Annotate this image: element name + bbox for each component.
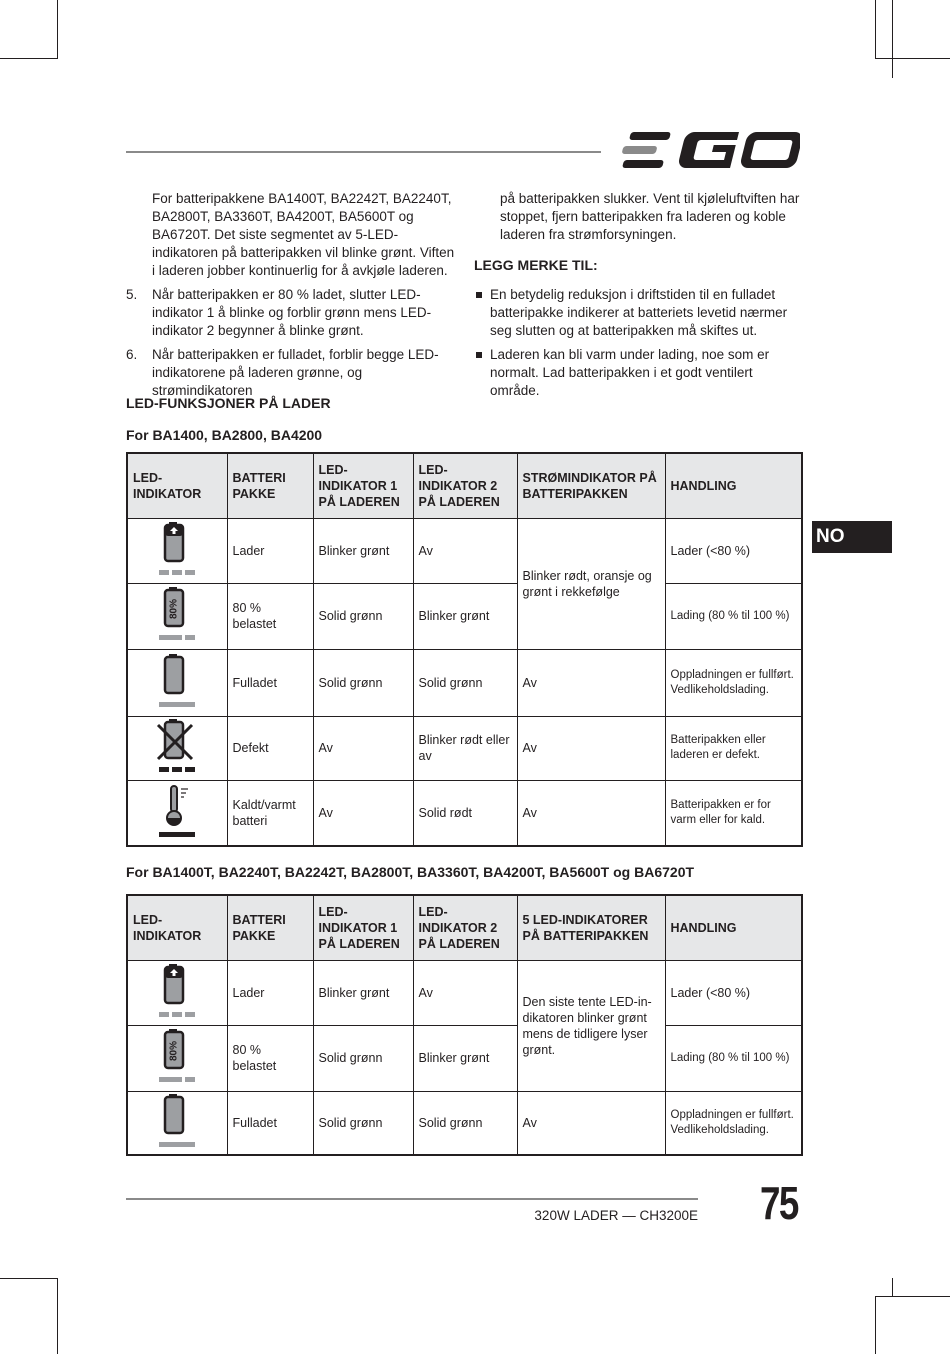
led2-cell: Blinker grønt [413,583,517,649]
crop-mark [875,1296,950,1297]
led1-cell: Blinker grønt [313,518,413,583]
led-table-1 [126,452,803,847]
ego-logo [618,128,800,172]
action-cell: Batteripakken er for varm eller for kald. [665,780,802,846]
list-text: Når batteripakken er fulladet, forblir begge LED-indikatorene på laderen grønne, og strømindikatoren [152,347,439,398]
list-item [474,286,800,340]
page-number: 75 [760,1177,798,1229]
indicator-cell [127,1025,227,1091]
power-indicator-cell: Av [517,716,665,780]
percent-label: 80% [168,1040,180,1062]
power-indicator-cell: Den siste tente LED-in-dikatoren blinker grønt mens de tidligere lyser grønt. [517,960,665,1091]
percent-label: 80% [168,598,180,620]
led1-cell: Solid grønn [313,649,413,716]
note-heading: LEGG MERKE TIL: [474,257,598,273]
table-header-row [127,453,802,518]
crop-mark [0,1278,58,1279]
indicator-cell [127,1091,227,1155]
crop-mark [892,0,893,78]
bullet-icon [476,352,482,358]
action-cell: Batteripakken eller laderen er defekt. [665,716,802,780]
table-row [127,716,802,780]
crop-mark [875,1296,876,1354]
language-tab: NO [812,521,892,553]
indicator-cell [127,960,227,1025]
crop-mark [57,0,58,58]
power-indicator-cell: Blinker rødt, oransje og grønt i rekkefølge [517,518,665,649]
table-row [127,649,802,716]
left-column [126,190,458,406]
crop-mark [892,1278,893,1296]
continuation-paragraph: på batteripakken slukker. Vent til kjøleluftviften har stoppet, fjern batteripakken fra laderen og koble laderen fra strømforsyningen. [500,191,800,242]
table-row [127,960,802,1025]
bullet-text: En betydelig reduksjon i driftstiden til en fulladet batteripakke indikerer at batteriets levetid nærmer seg slutten og at batteripakken må skiftes ut. [490,287,788,338]
indicator-cell [127,583,227,649]
action-cell: Oppladningen er fullført. Vedlikeholdslading. [665,649,802,716]
battery-charging-icon [154,520,200,578]
battery-defect-icon [154,717,200,775]
column-header: LED-INDIKATOR [127,453,227,518]
battery-pack-cell: 80 % belastet [227,1025,313,1091]
list-text: Når batteripakken er 80 % ladet, slutter LED-indikator 1 å blinke og forblir grønn mens LED-indikator 2 begynner å blinke grønt. [152,287,432,338]
table-row [127,1091,802,1155]
led2-cell: Solid rødt [413,780,517,846]
list-number: 6. [126,347,138,362]
list-item [474,346,800,400]
right-column [474,190,800,406]
bullet-icon [476,292,482,298]
column-header: BATTERI PAKKE [227,895,313,960]
crop-mark [57,1278,58,1354]
action-cell: Lader (<80 %) [665,960,802,1025]
indicator-cell [127,716,227,780]
column-header: LED-INDIKATOR 1 PÅ LADEREN [313,453,413,518]
column-header: HANDLING [665,453,802,518]
header-rule [126,151,601,153]
battery-pack-cell: Lader [227,960,313,1025]
table-row [127,780,802,846]
action-cell: Lader (<80 %) [665,518,802,583]
column-header: LED-INDIKATOR 1 PÅ LADEREN [313,895,413,960]
battery-pack-cell: Kaldt/varmt batteri [227,780,313,846]
column-header: LED-INDIKATOR 2 PÅ LADEREN [413,895,517,960]
table1-caption: For BA1400, BA2800, BA4200 [126,427,323,443]
footer-product: 320W LADER — CH3200E [534,1208,698,1223]
led1-cell: Solid grønn [313,1091,413,1155]
action-cell: Lading (80 % til 100 %) [665,583,802,649]
led1-cell: Av [313,716,413,780]
column-header: LED-INDIKATOR 2 PÅ LADEREN [413,453,517,518]
bullet-text: Laderen kan bli varm under lading, noe som er normalt. Lad batteripakken i et godt ventilert område. [490,347,770,398]
led1-cell: Av [313,780,413,846]
table-row [127,1025,802,1091]
battery-charging-icon [154,962,200,1020]
list-number: 5. [126,287,138,302]
led2-cell: Blinker rødt eller av [413,716,517,780]
battery-full-icon [154,652,200,710]
indicator-cell [127,649,227,716]
table-row [127,583,802,649]
battery-pack-cell: Fulladet [227,1091,313,1155]
battery-pack-cell: Lader [227,518,313,583]
crop-mark [0,58,58,59]
battery-80-icon [154,585,200,643]
power-indicator-cell: Av [517,780,665,846]
led1-cell: Solid grønn [313,1025,413,1091]
indicator-cell [127,780,227,846]
power-indicator-cell: Av [517,649,665,716]
action-cell: Lading (80 % til 100 %) [665,1025,802,1091]
battery-pack-cell: 80 % belastet [227,583,313,649]
thermometer-icon [154,782,200,840]
table-row [127,518,802,583]
list-item [126,346,458,400]
led1-cell: Solid grønn [313,583,413,649]
intro-paragraph: For batteripakkene BA1400T, BA2242T, BA2240T, BA2800T, BA3360T, BA4200T, BA5600T og BA6720T. Det siste segmentet av 5-LED-indikatoren på batteripakken vil blinke grønt. Viften i laderen jobber kontinuerlig for å avkjøle laderen. [152,191,455,278]
led2-cell: Solid grønn [413,1091,517,1155]
indicator-cell [127,518,227,583]
column-header: HANDLING [665,895,802,960]
action-cell: Oppladningen er fullført. Vedlikeholdslading. [665,1091,802,1155]
table-header-row [127,895,802,960]
led-table-2 [126,894,803,1156]
crop-mark [875,0,876,58]
column-header: BATTERI PAKKE [227,453,313,518]
column-header: STRØMINDIKATOR PÅ BATTERIPAKKEN [517,453,665,518]
list-item [126,286,458,340]
led2-cell: Av [413,518,517,583]
crop-mark [875,58,950,59]
battery-pack-cell: Fulladet [227,649,313,716]
led1-cell: Blinker grønt [313,960,413,1025]
column-header: LED-INDIKATOR [127,895,227,960]
led2-cell: Av [413,960,517,1025]
battery-80-icon [154,1027,200,1085]
battery-full-icon [154,1092,200,1150]
led2-cell: Solid grønn [413,649,517,716]
led2-cell: Blinker grønt [413,1025,517,1091]
column-header: 5 LED-INDIKATORER PÅ BATTERIPAKKEN [517,895,665,960]
power-indicator-cell: Av [517,1091,665,1155]
footer-rule [126,1198,698,1200]
battery-pack-cell: Defekt [227,716,313,780]
table2-caption: For BA1400T, BA2240T, BA2242T, BA2800T, BA3360T, BA4200T, BA5600T og BA6720T [126,864,695,880]
section-heading: LED-FUNKSJONER PÅ LADER [126,395,331,411]
